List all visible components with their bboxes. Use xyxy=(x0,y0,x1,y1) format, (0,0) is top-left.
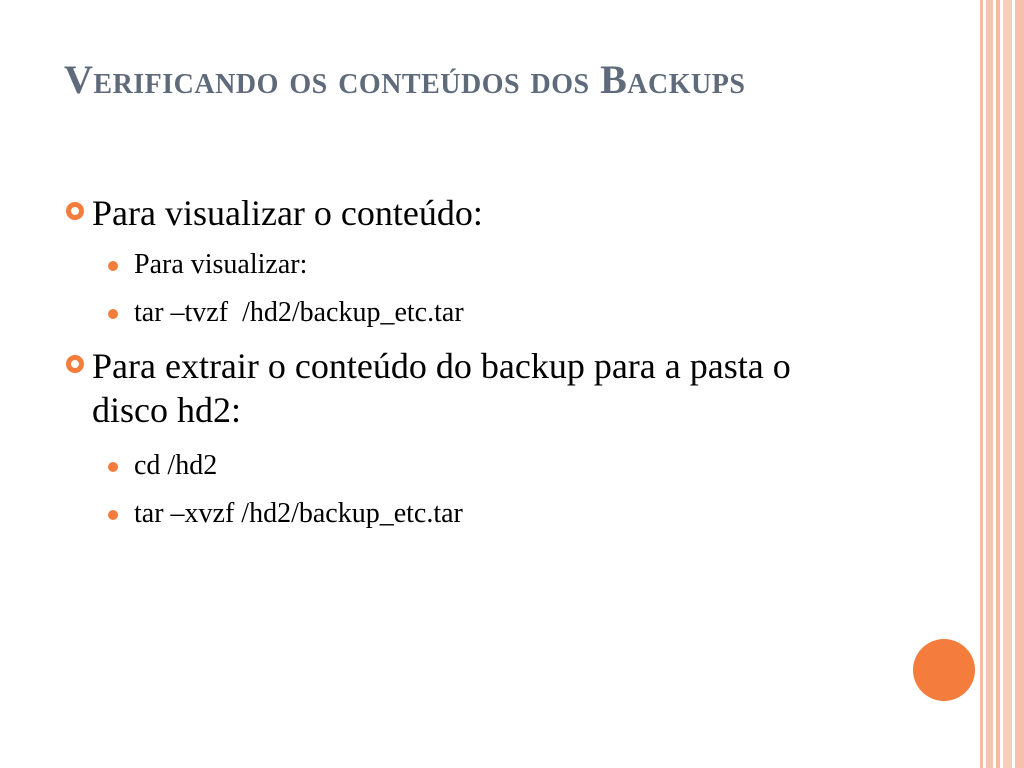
decorative-stripe xyxy=(980,0,983,768)
sub-bullet-text: tar –xvzf /hd2/backup_etc.tar xyxy=(134,498,463,529)
dot-bullet-icon xyxy=(108,261,118,271)
sub-bullet-text: tar –tvzf /hd2/backup_etc.tar xyxy=(134,297,464,328)
sub-bullet-item xyxy=(108,497,888,531)
decorative-stripe xyxy=(1015,0,1024,768)
sub-bullet-item xyxy=(108,449,888,483)
slide-title: Verificando os conteúdos dos Backups xyxy=(64,57,746,102)
bullet-text: Para extrair o conteúdo do backup para a pasta o disco hd2: xyxy=(92,346,791,430)
decorative-stripe xyxy=(986,0,993,768)
sub-bullet-text: Para visualizar: xyxy=(134,249,308,280)
bullet-item xyxy=(66,344,856,432)
dot-bullet-icon xyxy=(108,309,118,319)
dot-bullet-icon xyxy=(108,462,118,472)
decorative-stripe xyxy=(996,0,1000,768)
decorative-stripe xyxy=(1003,0,1012,768)
bullet-text: Para visualizar o conteúdo: xyxy=(92,193,483,233)
ring-bullet-icon xyxy=(66,355,84,373)
sub-bullet-item xyxy=(108,248,888,282)
sub-bullet-item xyxy=(108,296,888,330)
ring-bullet-icon xyxy=(66,202,84,220)
sub-bullet-text: cd /hd2 xyxy=(134,450,218,481)
dot-bullet-icon xyxy=(108,510,118,520)
decorative-circle xyxy=(913,639,975,701)
bullet-item xyxy=(66,191,886,235)
